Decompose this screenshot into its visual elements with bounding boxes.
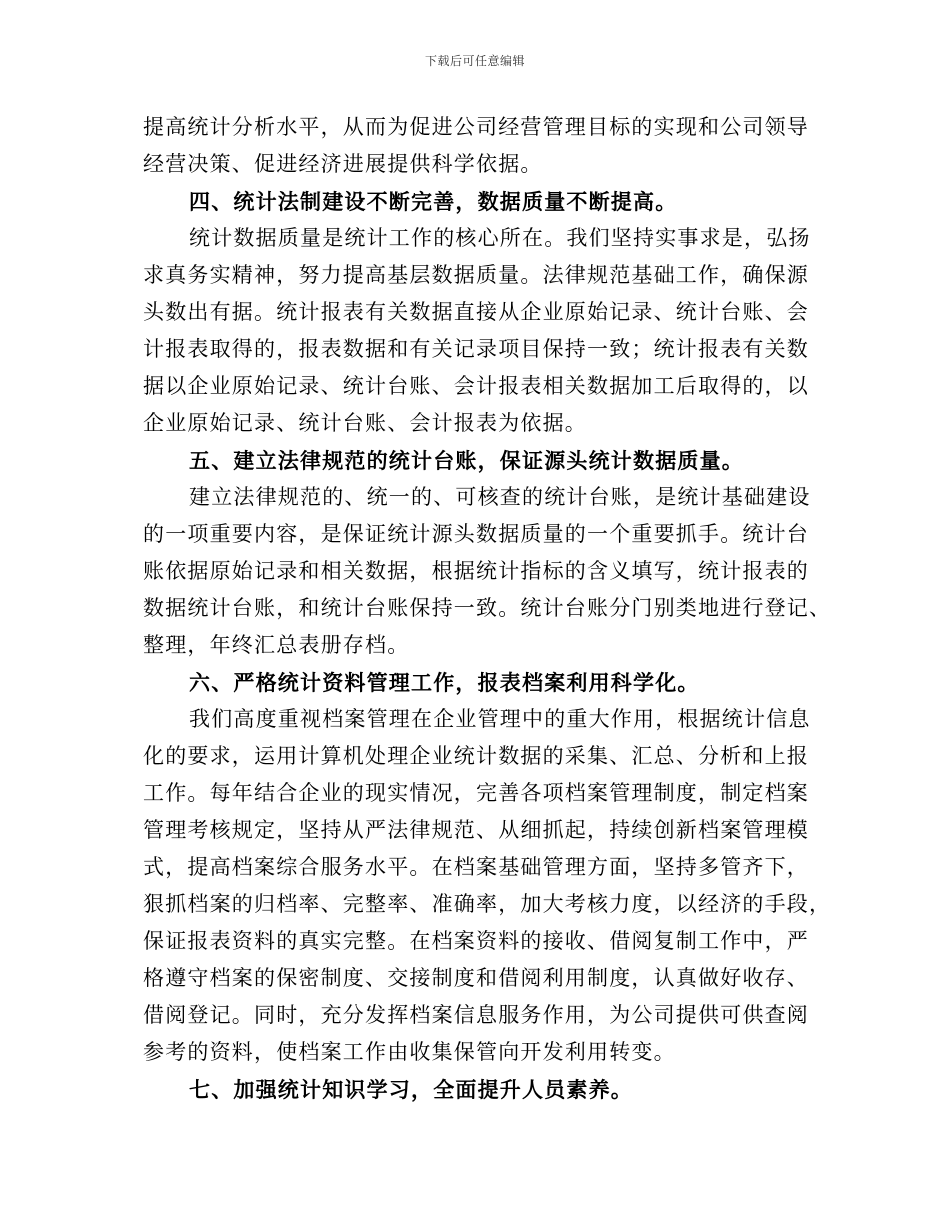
section-heading-4: [143, 183, 843, 220]
body-line: 统计数据质量是统计工作的核心所在。我们坚持实事求是，弘扬: [189, 226, 811, 250]
body-line: 管理考核规定，坚持从严法律规范、从细抓起，持续创新档案管理模: [143, 818, 809, 842]
body-line: 据以企业原始记录、统计台账、会计报表相关数据加工后取得的，以: [143, 374, 809, 398]
body-line: 提高统计分析水平，从而为促进公司经营管理目标的实现和公司领导: [143, 115, 809, 139]
body-paragraph-archives: [143, 701, 843, 1071]
body-paragraph-data-quality: [143, 220, 843, 442]
body-line: 企业原始记录、统计台账、会计报表为依据。: [143, 411, 587, 435]
body-line: 数据统计台账，和统计台账保持一致。统计台账分门别类地进行登记、: [143, 596, 832, 620]
body-line: 经营决策、促进经济进展提供科学依据。: [143, 152, 543, 176]
body-line: 参考的资料，使档案工作由收集保管向开发利用转变。: [143, 1040, 676, 1064]
section-heading-6: [143, 664, 843, 701]
section-heading-text: 四、统计法制建设不断完善，数据质量不断提高。: [189, 189, 678, 214]
body-line: 保证报表资料的真实完整。在档案资料的接收、借阅复制工作中，严: [143, 929, 809, 953]
body-line: 求真务实精神，努力提高基层数据质量。法律规范基础工作，确保源: [143, 263, 809, 287]
body-line: 化的要求，运用计算机处理企业统计数据的采集、汇总、分析和上报: [143, 744, 809, 768]
section-heading-text: 七、加强统计知识学习，全面提升人员素养。: [189, 1077, 633, 1102]
body-line: 账依据原始记录和相关数据，根据统计指标的含义填写，统计报表的: [143, 559, 809, 583]
body-line: 整理，年终汇总表册存档。: [143, 633, 410, 657]
body-line: 格遵守档案的保密制度、交接制度和借阅利用制度，认真做好收存、: [143, 966, 809, 990]
body-paragraph-continuation: [143, 109, 843, 183]
body-line: 计报表取得的，报表数据和有关记录项目保持一致；统计报表有关数: [143, 337, 809, 361]
body-paragraph-ledger: [143, 479, 843, 664]
page-header-note: 下载后可任意编辑: [424, 54, 525, 68]
section-heading-7: [143, 1071, 843, 1108]
body-line: 的一项重要内容，是保证统计源头数据质量的一个重要抓手。统计台: [143, 522, 809, 546]
section-heading-5: [143, 442, 843, 479]
body-line: 借阅登记。同时，充分发挥档案信息服务作用，为公司提供可供查阅: [143, 1003, 809, 1027]
body-line: 式，提高档案综合服务水平。在档案基础管理方面，坚持多管齐下，: [143, 855, 809, 879]
section-heading-text: 五、建立法律规范的统计台账，保证源头统计数据质量。: [189, 448, 744, 473]
section-heading-text: 六、严格统计资料管理工作，报表档案利用科学化。: [189, 670, 700, 695]
body-line: 工作。每年结合企业的现实情况，完善各项档案管理制度，制定档案: [143, 781, 809, 805]
body-line: 狠抓档案的归档率、完整率、准确率，加大考核力度，以经济的手段，: [143, 892, 832, 916]
body-line: 我们高度重视档案管理在企业管理中的重大作用，根据统计信息: [189, 707, 811, 731]
body-line: 头数出有据。统计报表有关数据直接从企业原始记录、统计台账、会: [143, 300, 809, 324]
body-line: 建立法律规范的、统一的、可核查的统计台账，是统计基础建设: [189, 485, 811, 509]
document-body: [143, 109, 843, 1108]
